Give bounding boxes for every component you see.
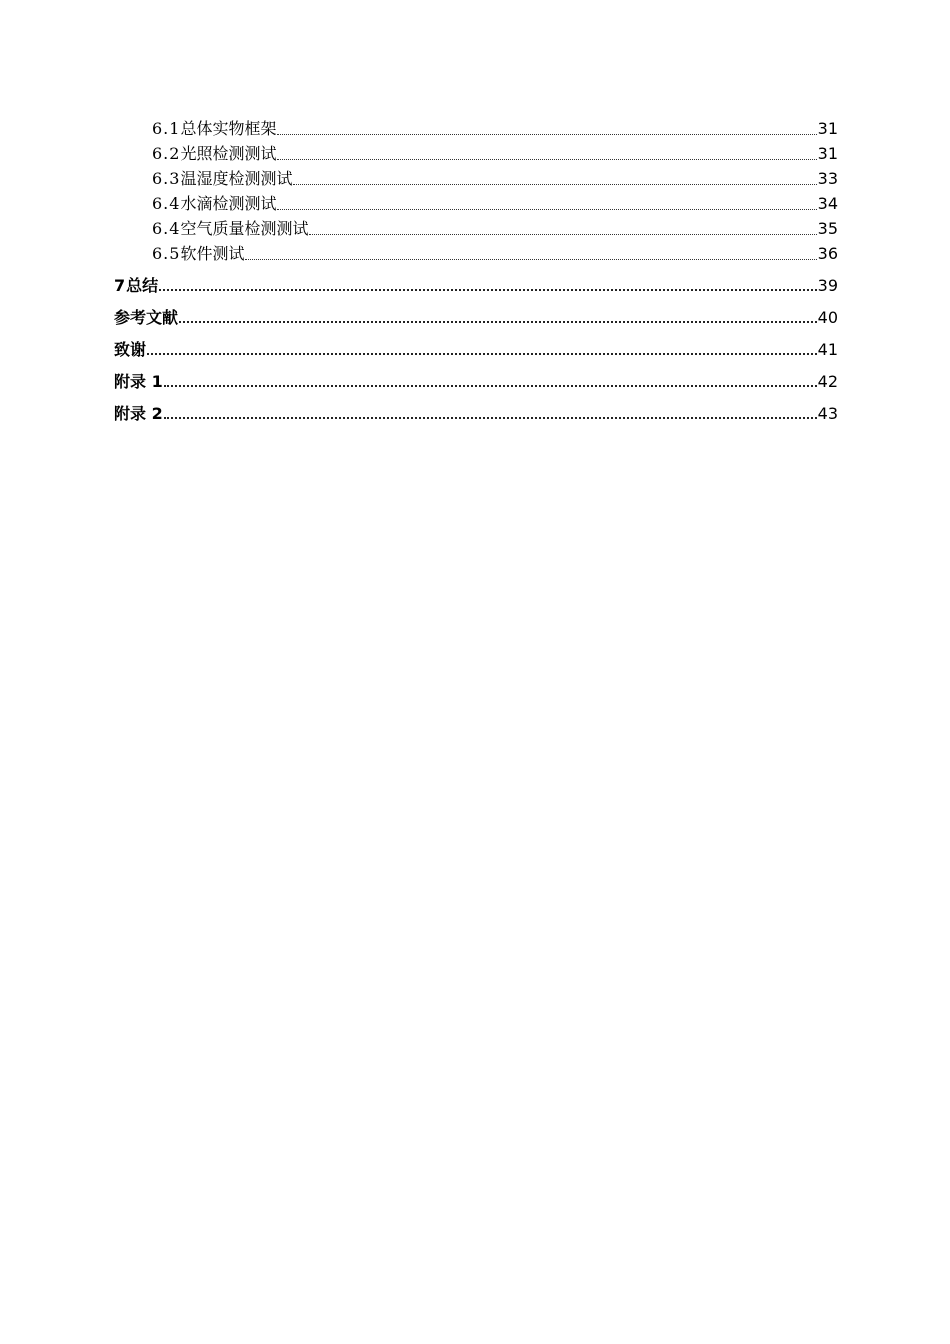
toc-entry-page: 41 — [817, 340, 838, 359]
toc-entry-page: 39 — [817, 276, 838, 295]
toc-entry-title: 软件测试 — [180, 244, 245, 263]
toc-entry-page: 31 — [817, 119, 838, 138]
toc-entry-appendix-2[interactable] — [114, 392, 838, 424]
toc-entry-number: 6.1 — [152, 119, 181, 138]
toc-entry-title: 总结 — [126, 276, 159, 295]
toc-entry-6-1[interactable] — [114, 114, 838, 139]
toc-entry-title: 光照检测测试 — [180, 144, 277, 163]
toc-entry-references[interactable] — [114, 296, 838, 328]
toc-entry-page: 34 — [817, 194, 838, 213]
dot-leader — [245, 259, 816, 260]
toc-entry-page: 36 — [817, 244, 838, 263]
toc-entry-number: 6.3 — [152, 169, 181, 188]
dot-leader — [164, 385, 817, 387]
toc-entry-page: 35 — [817, 219, 838, 238]
toc-entry-6-4-air[interactable] — [114, 214, 838, 239]
toc-entry-6-3[interactable] — [114, 164, 838, 189]
toc-entry-number: 6.4 — [152, 194, 181, 213]
toc-entry-7[interactable] — [114, 264, 838, 296]
toc-entry-number: 6.2 — [152, 144, 181, 163]
dot-leader — [147, 353, 817, 355]
toc-entry-page: 40 — [817, 308, 838, 327]
dot-leader — [277, 159, 816, 160]
toc-entry-page: 33 — [817, 169, 838, 188]
toc-entry-page: 31 — [817, 144, 838, 163]
toc-entry-6-2[interactable] — [114, 139, 838, 164]
dot-leader — [277, 209, 816, 210]
dot-leader — [293, 184, 816, 185]
toc-entry-page: 43 — [817, 404, 838, 423]
toc-entry-title: 参考文献 — [114, 308, 179, 327]
dot-leader — [309, 234, 816, 235]
table-of-contents — [114, 114, 838, 424]
toc-entry-acknowledgements[interactable] — [114, 328, 838, 360]
toc-entry-title: 总体实物框架 — [180, 119, 277, 138]
toc-entry-number: 6.5 — [152, 244, 181, 263]
dot-leader — [159, 289, 816, 291]
toc-entry-6-4-water[interactable] — [114, 189, 838, 214]
dot-leader — [164, 417, 817, 419]
toc-entry-title: 空气质量检测测试 — [180, 219, 309, 238]
toc-entry-title: 附录 1 — [114, 372, 163, 391]
toc-entry-title: 致谢 — [114, 340, 147, 359]
toc-entry-number: 7 — [114, 276, 127, 295]
toc-entry-title: 附录 2 — [114, 404, 163, 423]
toc-entry-6-5[interactable] — [114, 239, 838, 264]
toc-entry-number: 6.4 — [152, 219, 181, 238]
toc-entry-appendix-1[interactable] — [114, 360, 838, 392]
dot-leader — [277, 134, 816, 135]
toc-entry-title: 温湿度检测测试 — [180, 169, 293, 188]
toc-entry-title: 水滴检测测试 — [180, 194, 277, 213]
toc-entry-page: 42 — [817, 372, 838, 391]
dot-leader — [179, 321, 817, 323]
